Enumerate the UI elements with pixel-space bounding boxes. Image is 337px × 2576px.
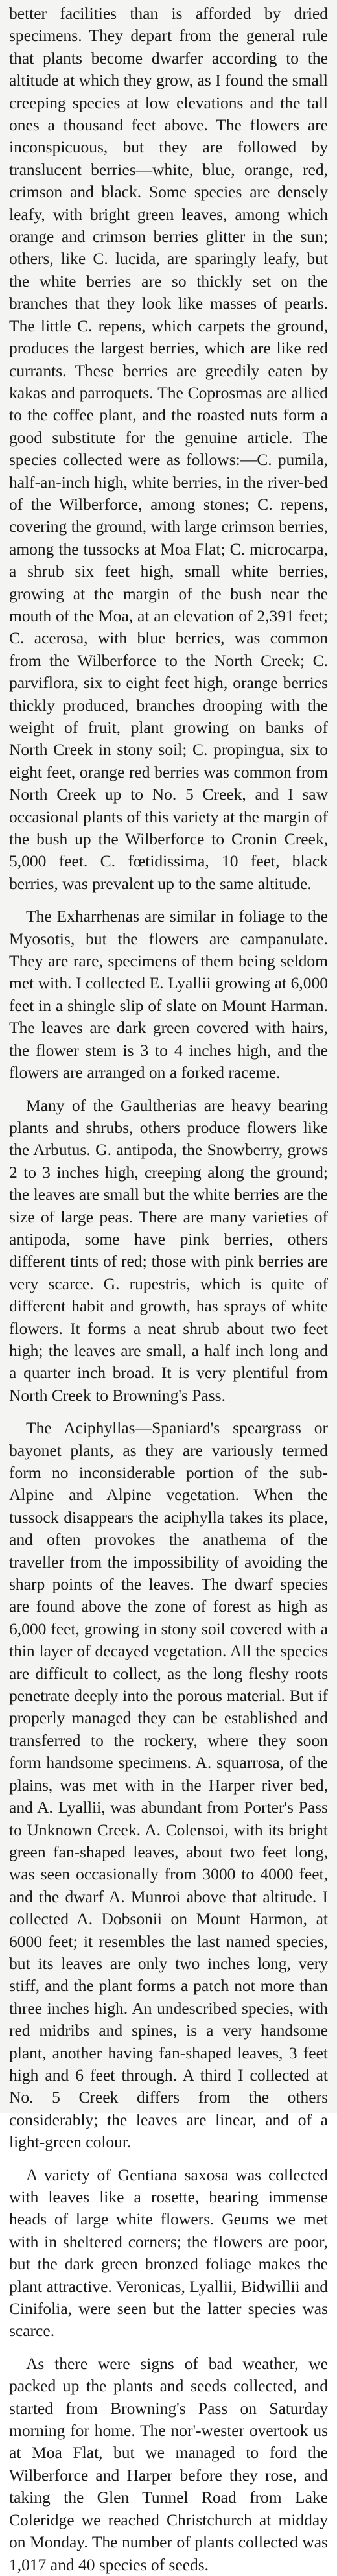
paragraph-return-journey: As there were signs of bad weather, we packed up the plants and seeds collected, and started from Browning's Pass on Saturday morning for home. The nor'-wester overtook us at Moa Flat, but we managed to ford the Wilberforce and Harper before they rose, and taking the Glen Tunnel Road from Lake Coleridge we reached Christchurch at midday on Monday. The number of plants collected was 1,017 and 40 species of seeds. [9, 2354, 328, 2574]
paragraph-gaultherias: Many of the Gaultherias are heavy bearing plants and shrubs, others produce flowers like the Arbutus. G. antipoda, the Snowberry, grows 2 to 3 inches high, creeping along the ground; the leaves are small but the white berries are the size of large peas. There are many varieties of antipoda, some have pink berries, others different tints of red; those with pink berries are very scarce. G. rupestris, which is quite of different habit and growth, has sprays of white flowers. It forms a neat shrub about two feet high; the leaves are small, a half inch long and a quarter inch broad. It is very plentiful from North Creek to Browning's Pass. [9, 1095, 328, 1405]
paragraph-aciphyllas: The Aciphyllas—Spaniard's speargrass or bayonet plants, as they are variously termed form no inconsiderable portion of the sub-Alpine and Alpine vegetation. When the tussock disappears the aciphylla takes its place, and often provokes the anathema of the traveller from the impossibility of avoiding the sharp points of the leaves. The dwarf species are found above the zone of forest as high as 6,000 feet, growing in stony soil covered with a thin layer of decayed vegetation. All the species are difficult to collect, as the long fleshy roots penetrate deeply into the porous material. But if properly managed they can be established and transferred to the rockery, where they soon form handsome specimens. A. squarrosa, of the plains, was met with in the Harper river bed, and A. Lyallii, was abundant from Porter's Pass to Unknown Creek. A. Colensoi, with its bright green fan-shaped leaves, about two feet long, was seen occasionally from 3000 to 4000 feet, and the dwarf A. Munroi above that altitude. I collected A. Dobsonii on Mount Harmon, at 6000 feet; it resembles the last named species, but its leaves are only two inches long, very stiff, and the plant forms a patch not more than three inches high. An undescribed species, with red midribs and spines, is a very handsome plant, another having fan-shaped leaves, 3 feet high and 6 feet through. A third I collected at No. 5 Creek differs from the others considerably; the leaves are linear, and of a light-green colour. [9, 1418, 328, 2152]
paragraph-gentiana: A variety of Gentiana saxosa was collected with leaves like a rosette, bearing immense heads of large white flowers. Geums we met with in sheltered corners; the flowers are poor, but the dark green bronzed foliage makes the plant attractive. Veronicas, Lyallii, Bidwillii and Cinifolia, were seen but the latter species was scarce. [9, 2165, 328, 2341]
paragraph-exharrhenas: The Exharrhenas are similar in foliage to the Myosotis, but the flowers are campanulate. They are rare, specimens of them being seldom met with. I collected E. Lyallii growing at 6,000 feet in a shingle slip of slate on Mount Harman. The leaves are dark green covered with hairs, the flower stem is 3 to 4 inches high, and the flowers are arranged on a forked raceme. [9, 907, 328, 1082]
paragraph-coprosmas: better facilities than is afforded by dried specimens. They depart from the general rule that plants become dwarfer according to the altitude at which they grow, as I found the small creeping species at low elevations and the tall ones a thousand feet above. The flowers are inconspicuous, but they are followed by translucent berries—white, blue, orange, red, crimson and black. Some species are densely leafy, with bright green leaves, among which orange and crimson berries glitter in the sun; others, like C. lucida, are sparingly leafy, but the white berries are so thickly set on the branches that they look like masses of pearls. The little C. repens, which carpets the ground, produces the largest berries, which are like red currants. These berries are greedily eaten by kakas and parroquets. The Coprosmas are allied to the coffee plant, and the roasted nuts form a good substitute for the genuine article. The species collected were as follows:—C. pumila, half-an-inch high, white berries, in the river-bed of the Wilberforce, among stones; C. repens, covering the ground, with large crimson berries, among the tussocks at Moa Flat; C. microcarpa, a shrub six feet high, small white berries, growing at the margin of the bush near the mouth of the Moa, at an elevation of 2,391 feet; C. acerosa, with blue berries, was common from the Wilberforce to the North Creek; C. parviflora, six to eight feet high, orange berries thickly produced, branches drooping with the weight of fruit, plant growing on banks of North Creek in stony soil; C. propingua, six to eight feet, orange red berries was common from North Creek up to No. 5 Creek, and I saw occasional plants of this variety at the margin of the bush up the Wilberforce to Cronin Creek, 5,000 feet. C. fœtidissima, 10 feet, black berries, was prevalent up to the same altitude. [9, 4, 328, 893]
